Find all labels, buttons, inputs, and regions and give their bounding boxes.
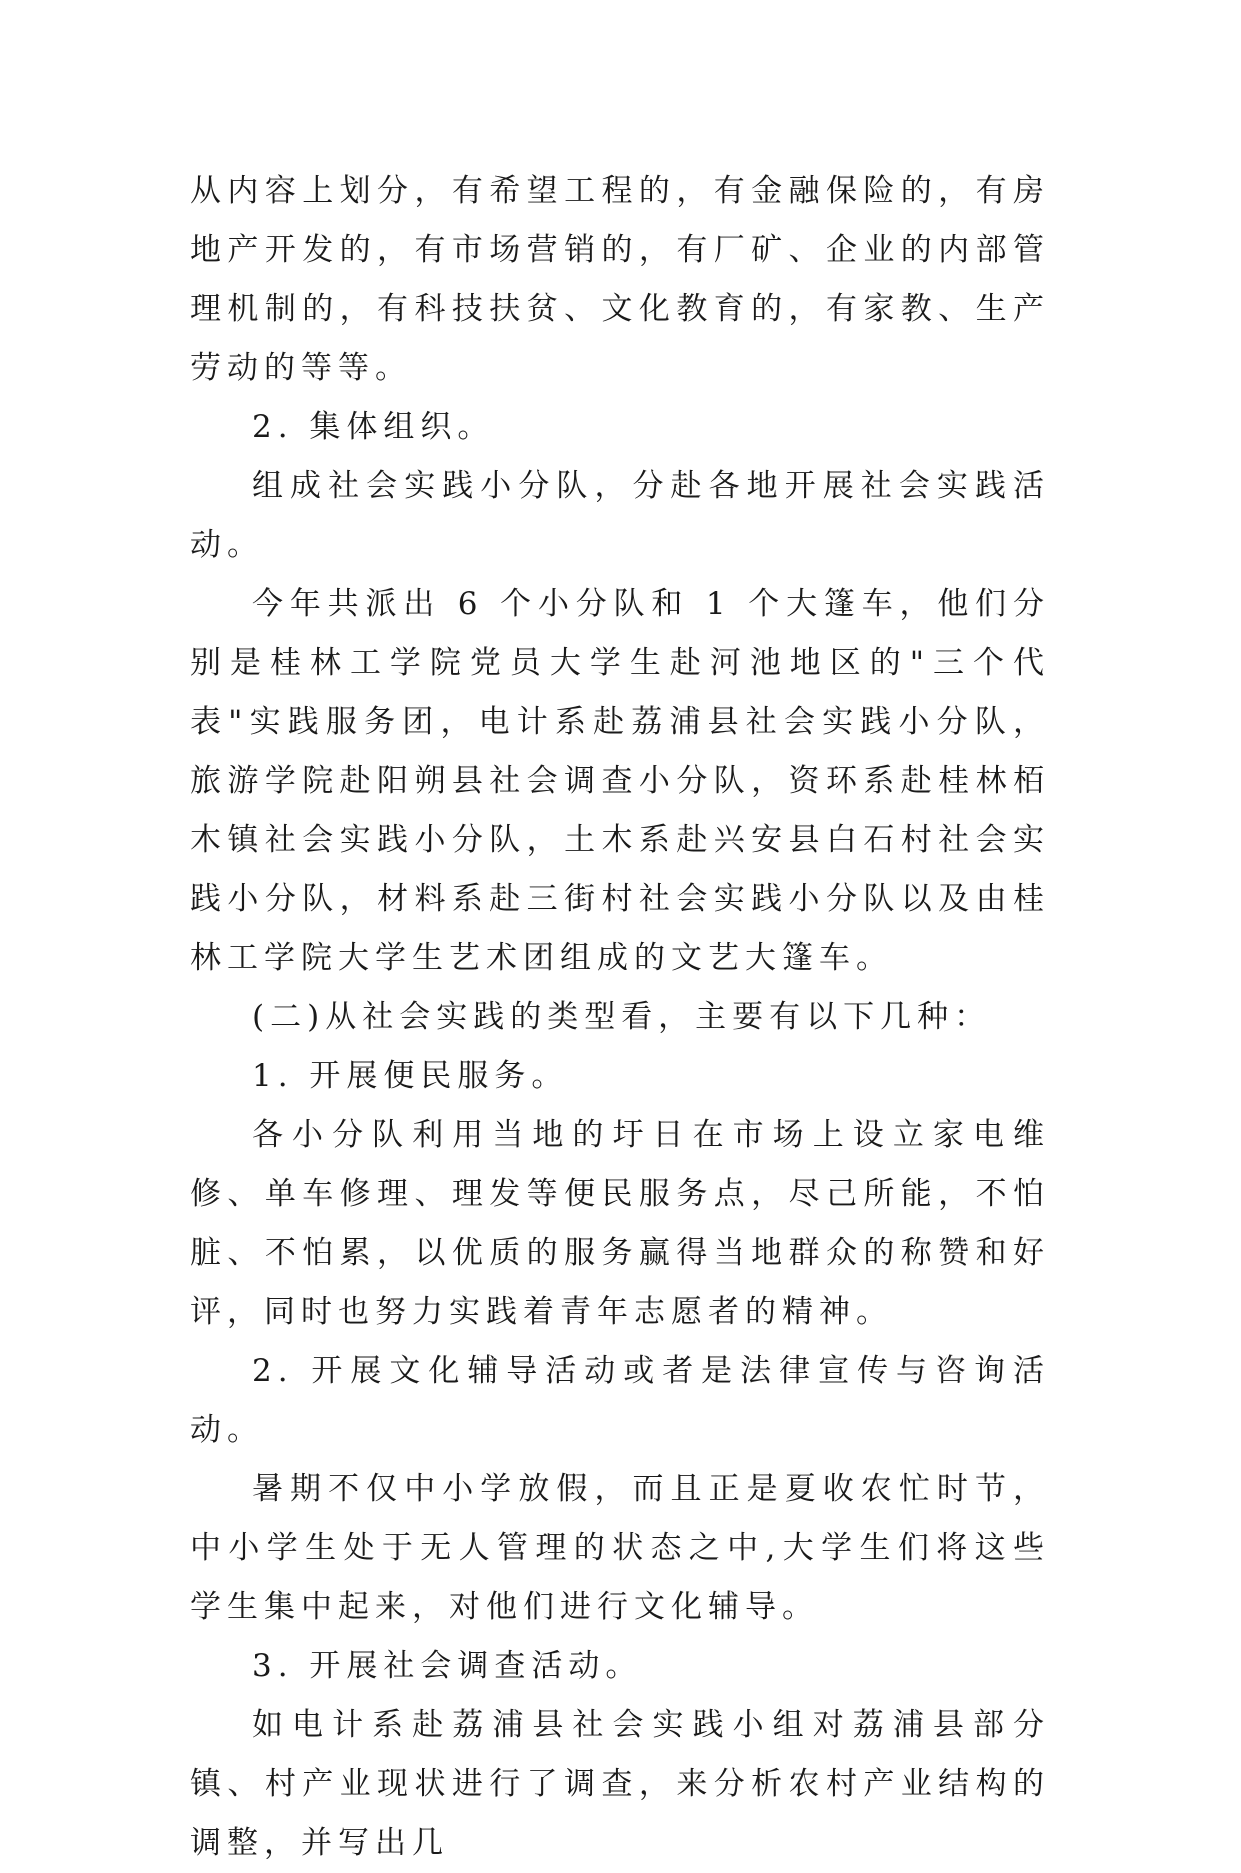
heading-cultural-tutoring: 2. 开展文化辅导活动或者是法律宣传与咨询活动。 (190, 1353, 1050, 1448)
heading-practice-types: (二)从社会实践的类型看，主要有以下几种： (252, 999, 992, 1035)
paragraph-team-formation: 组成社会实践小分队，分赴各地开展社会实践活动。 (190, 468, 1050, 563)
heading-social-survey: 3. 开展社会调查活动。 (252, 1648, 643, 1684)
document-body (190, 162, 1050, 1873)
heading-collective-organization: 2. 集体组织。 (252, 409, 495, 445)
paragraph-social-survey: 如电计系赴荔浦县社会实践小组对荔浦县部分镇、村产业现状进行了调查，来分析农村产业结构的调整，并写出几 (190, 1707, 1050, 1861)
heading-convenience-services: 1. 开展便民服务。 (252, 1058, 569, 1094)
paragraph-cultural-tutoring: 暑期不仅中小学放假，而且正是夏收农忙时节，中小学生处于无人管理的状态之中,大学生们将这些学生集中起来，对他们进行文化辅导。 (190, 1471, 1050, 1625)
paragraph-team-list: 今年共派出 6 个小分队和 1 个大篷车，他们分别是桂林工学院党员大学生赴河池地区的"三个代表"实践服务团，电计系赴荔浦县社会实践小分队，旅游学院赴阳朔县社会调查小分队，资环系赴桂林栢木镇社会实践小分队，土木系赴兴安县白石村社会实践小分队，材料系赴三街村社会实践小分队以及由桂林工学院大学生艺术团组成的文艺大篷车。 (190, 586, 1050, 976)
paragraph-convenience-services: 各小分队利用当地的圩日在市场上设立家电维修、单车修理、理发等便民服务点，尽己所能，不怕脏、不怕累，以优质的服务赢得当地群众的称赞和好评，同时也努力实践着青年志愿者的精神。 (190, 1117, 1050, 1330)
paragraph-content-scope: 从内容上划分，有希望工程的，有金融保险的，有房地产开发的，有市场营销的，有厂矿、企业的内部管理机制的，有科技扶贫、文化教育的，有家教、生产劳动的等等。 (190, 173, 1050, 386)
